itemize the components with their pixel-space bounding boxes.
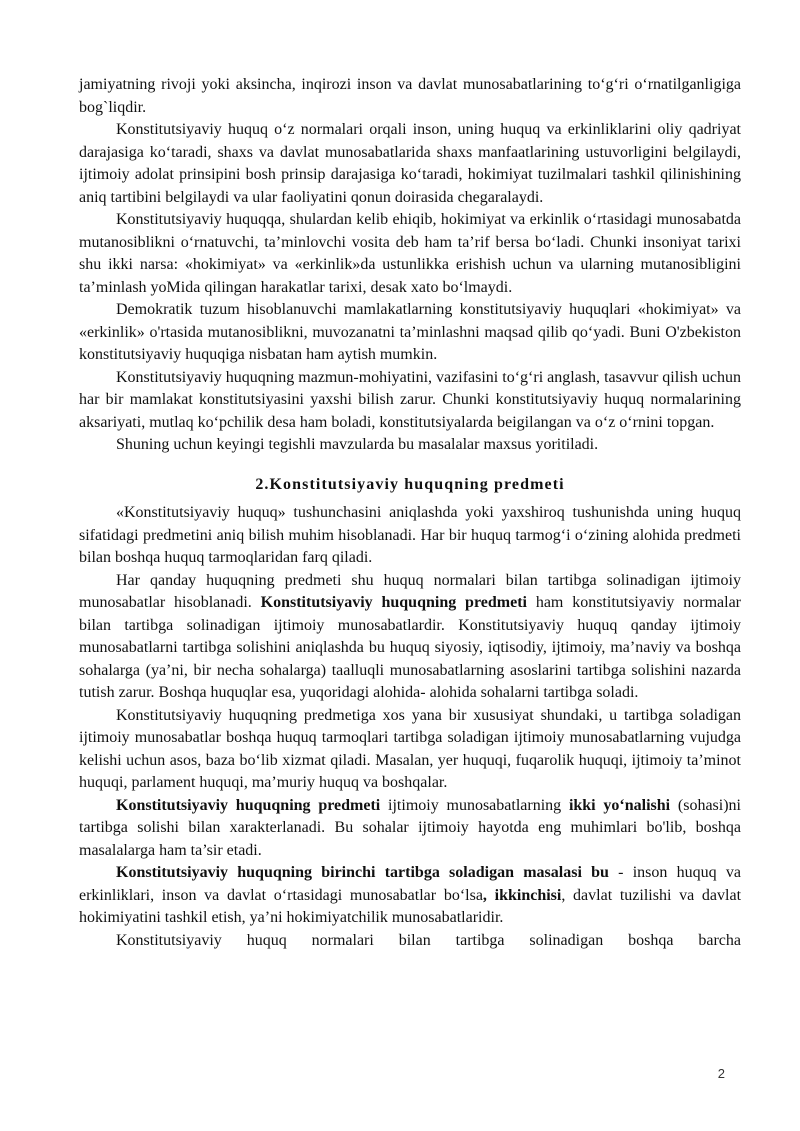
paragraph (79, 862, 741, 930)
paragraph: Konstitutsiyaviy huquqning mazmun-mohiyatini, vazifasini to‘g‘ri anglash, tasavvur qilish uchun har bir mamlakat konstitutsiyasini yaxshi bilish zarur. Chunki konstitutsiyaviy huquq normalarining aksariyati, mutlaq ko‘pchilik desa ham boladi, konstitutsiyalarda beigilangan va o‘z o‘rnini topgan. (79, 368, 741, 431)
bold-term: Konstitutsiyaviy huquqning birinchi tartibga soladigan masalasi bu (116, 864, 609, 881)
paragraph-text: ham konstitutsiyaviy normalar bilan tartibga solinadigan ijtimoiy munosabatlardir. Konstitutsiyaviy huquq qanday ijtimoiy munosabatlarni tartibga solishini aniqlashda bu huquq siyosiy, iqtisodiy, ijtimoiy, ma’naviy va boshqa sohalarga (ya’ni, bir necha sohalarga) taalluqli munosabatlarning asoslarini tartibga solishini nazarda tutish zarur. Boshqa huquqlar esa, yuqoridagi alohida- alohida sohalarni tartibga soladi. (79, 594, 742, 701)
paragraph-text: ijtimoiy munosabatlarning (380, 796, 569, 814)
paragraph: Konstitutsiyaviy huquqqa, shulardan kelib ehiqib, hokimiyat va erkinlik o‘rtasidagi munosabatda mutanosiblikni o‘rnatuvchi, ta’minlovchi vosita deb ham ta’rif bersa bo‘ladi. Chunki insoniyat tarixi shu ikki narsa: «hokimiyat» va «erkinlik»da ustunlikka erishish uchun va ularning mutanosibligini ta’minlash yoMida qilingan harakatlar tarixi, desak xato bo‘lmaydi. (79, 211, 741, 296)
paragraph-text: (sohasi)ni tartibga solishi bilan xarakterlanadi. Bu sohalar ijtimoiy hayotda eng muhimlari bo'lib, boshqa masalalarga ham ta’sir etadi. (79, 796, 742, 859)
paragraph: jamiyatning rivoji yoki aksincha, inqirozi inson va davlat munosabatlarining to‘g‘ri o‘rnatilganligiga bog`liqdir. (79, 76, 741, 116)
paragraph: Demokratik tuzum hisoblanuvchi mamlakatlarning konstitutsiyaviy huquqlari «hokimiyat» va «erkinlik» o'rtasida mutanosiblikni, muvozanatni ta’minlashni maqsad qilib qo‘yadi. Buni O'zbekiston konstitutsiyaviy huquqiga nisbatan ham aytish mumkin. (79, 301, 741, 363)
paragraph (79, 570, 741, 705)
document-page (79, 74, 741, 952)
bold-term: ikki yo‘nalishi (568, 796, 671, 814)
page-number: 2 (717, 1066, 725, 1081)
paragraph: «Konstitutsiyaviy huquq» tushunchasini aniqlashda yoki yaxshiroq tushunishda uning huquq sifatidagi predmetini aniq bilish muhim hisoblanadi. Har bir huquq tarmog‘i o‘zining alohida predmeti bilan boshqa huquq tarmoqlaridan farq qiladi. (79, 504, 741, 566)
paragraph-text: Har qanday huquqning predmeti shu huquq normalari bilan tartibga solinadigan ijtimoiy munosabatlar hisoblanadi. (79, 571, 741, 611)
paragraph-text: , davlat tuzilishi va davlat hokimiyatini tashkil etish, ya’ni hokimiyatchilik munosabatlaridir. (79, 886, 742, 926)
paragraph: Shuning uchun keyingi tegishli mavzularda bu masalalar maxsus yoritiladi. (116, 436, 599, 453)
paragraph: Konstitutsiyaviy huquq o‘z normalari orqali inson, uning huquq va erkinliklarini oliy qadriyat darajasiga ko‘taradi, shaxs va davlat munosabatlarida shaxs manfaatlarining ustuvorligini belgilaydi, ijtimoiy adolat prinsipini bosh prinsip darajasiga ko‘taradi, hokimiyat tuzilmalari tashkil qilinishining aniq tartibini belgilaydi va ular faoliyatini qonun doirasida chegaralaydi. (79, 121, 741, 206)
paragraph (79, 795, 741, 863)
paragraph-text: - inson huquq va erkinliklari, inson va davlat o‘rtasidagi munosabatlar bo‘lsa (79, 864, 741, 904)
bold-term: Konstitutsiyaviy huquqning predmeti (116, 796, 381, 814)
paragraph: Konstitutsiyaviy huquqning predmetiga xos yana bir xususiyat shundaki, u tartibga soladigan ijtimoiy munosabatlar boshqa huquq tarmoqlari tartibga soladigan ijtimoiy munosabatlarning vujudga kelishi uchun asos, baza bo‘lib xizmat qiladi. Masalan, yer huquqi, fuqarolik huquqi, ijtimoiy ta’minot huquqi, parlament huquqi, ma’muriy huquq va boshqalar. (79, 706, 741, 791)
section-heading: 2.Konstitutsiyaviy huquqning predmeti (255, 475, 565, 493)
bold-term: Konstitutsiyaviy huquqning predmeti (260, 594, 527, 611)
bold-term: , ikkinchisi (482, 886, 562, 904)
paragraph: Konstitutsiyaviy huquq normalari bilan tartibga solinadigan boshqa barcha (116, 931, 741, 949)
